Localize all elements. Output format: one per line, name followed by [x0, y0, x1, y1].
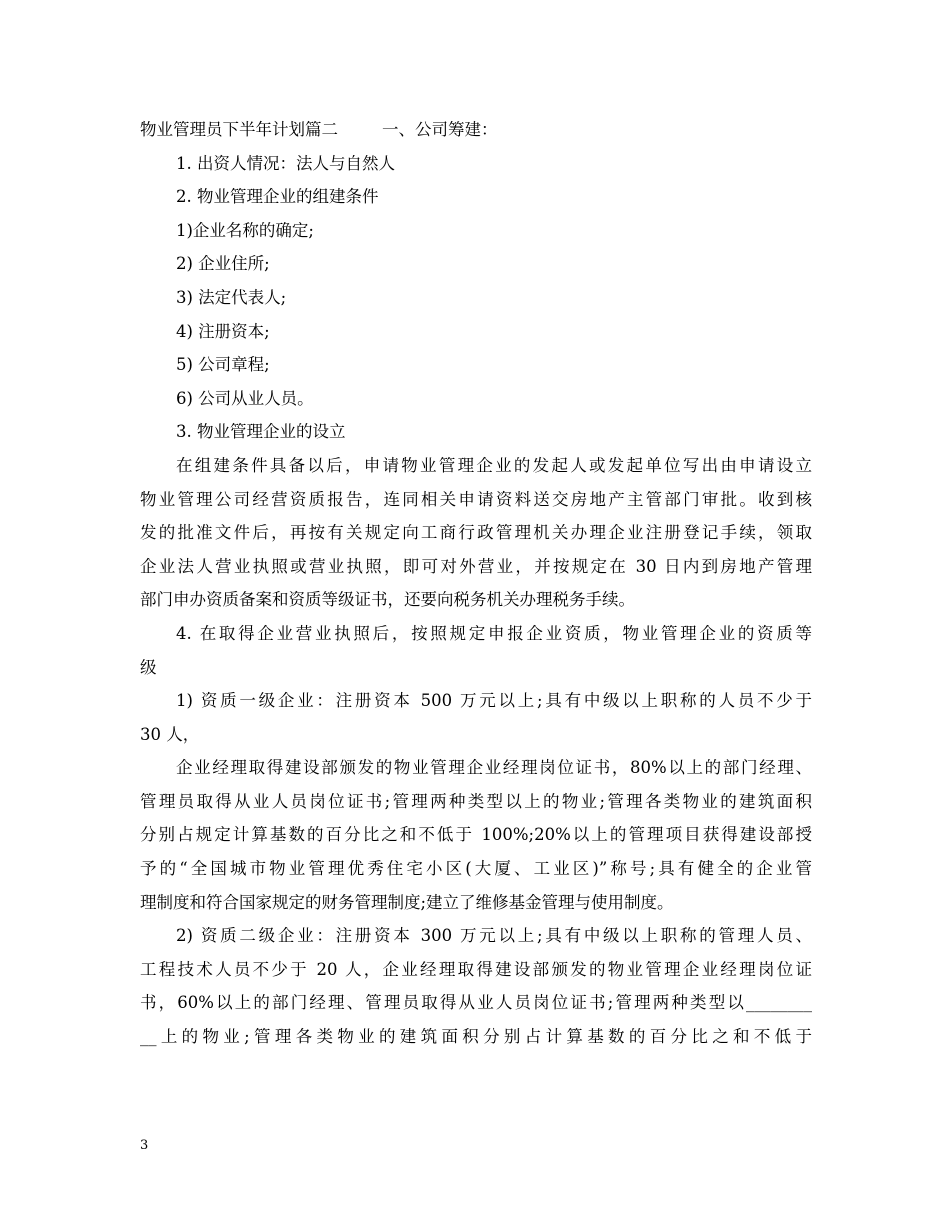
title-line: [140, 113, 812, 147]
paragraph-line: 工程技术人员不少于 20 人，企业经理取得建设部颁发的物业管理企业经理岗位证: [140, 959, 812, 979]
paragraph-line: 管理员取得从业人员岗位证书;管理两种类型以上的物业;管理各类物业的建筑面积: [140, 791, 812, 811]
document-body: [140, 113, 812, 1054]
list-item: 5) 公司章程;: [176, 355, 270, 375]
paragraph-line: 书，60%以上的部门经理、管理员取得从业人员岗位证书;管理两种类型以________: [140, 993, 812, 1013]
document-title: 物业管理员下半年计划篇二: [140, 120, 338, 139]
paragraph-line: 分别占规定计算基数的百分比之和不低于 100%;20%以上的管理项目获得建设部授: [140, 825, 812, 845]
paragraph-line: 部门申办资质备案和资质等级证书，还要向税务机关办理税务手续。: [140, 590, 635, 610]
list-item: 2. 物业管理企业的组建条件: [176, 187, 379, 207]
list-item: 1)企业名称的确定;: [176, 220, 314, 240]
paragraph-line: 级: [140, 657, 157, 677]
paragraph-line: 理制度和符合国家规定的财务管理制度;建立了维修基金管理与使用制度。: [140, 892, 674, 912]
paragraph-line: 30 人，: [140, 724, 200, 744]
paragraph-line: 在组建条件具备以后，申请物业管理企业的发起人或发起单位写出由申请设立: [176, 455, 812, 475]
page-number: 3: [140, 1138, 149, 1153]
paragraph-line: 予的“全国城市物业管理优秀住宅小区(大厦、工业区)”称号;具有健全的企业管: [140, 859, 812, 879]
paragraph-line: 企业法人营业执照或营业执照，即可对外营业，并按规定在 30 日内到房地产管理: [140, 556, 812, 576]
list-item: 1. 出资人情况：法人与自然人: [176, 153, 395, 173]
paragraph-line: 1) 资质一级企业：注册资本 500 万元以上;具有中级以上职称的人员不少于: [176, 691, 812, 711]
paragraph-line: __上的物业;管理各类物业的建筑面积分别占计算基数的百分比之和不低于: [140, 1027, 812, 1047]
paragraph-line: 发的批准文件后，再按有关规定向工商行政管理机关办理企业注册登记手续，领取: [140, 523, 812, 543]
list-item: 3. 物业管理企业的设立: [176, 422, 346, 442]
paragraph-line: 2) 资质二级企业：注册资本 300 万元以上;具有中级以上职称的管理人员、: [176, 926, 812, 946]
section-heading: 一、公司筹建：: [382, 120, 498, 139]
list-item: 3) 法定代表人;: [176, 287, 287, 307]
list-item: 4) 注册资本;: [176, 321, 270, 341]
paragraph-line: 4. 在取得企业营业执照后，按照规定申报企业资质，物业管理企业的资质等: [176, 623, 812, 643]
list-item: 6) 公司从业人员。: [176, 388, 314, 408]
paragraph-line: 物业管理公司经营资质报告，连同相关申请资料送交房地产主管部门审批。收到核: [140, 489, 812, 509]
paragraph-line: 企业经理取得建设部颁发的物业管理企业经理岗位证书，80%以上的部门经理、: [176, 758, 812, 778]
list-item: 2) 企业住所;: [176, 254, 270, 274]
